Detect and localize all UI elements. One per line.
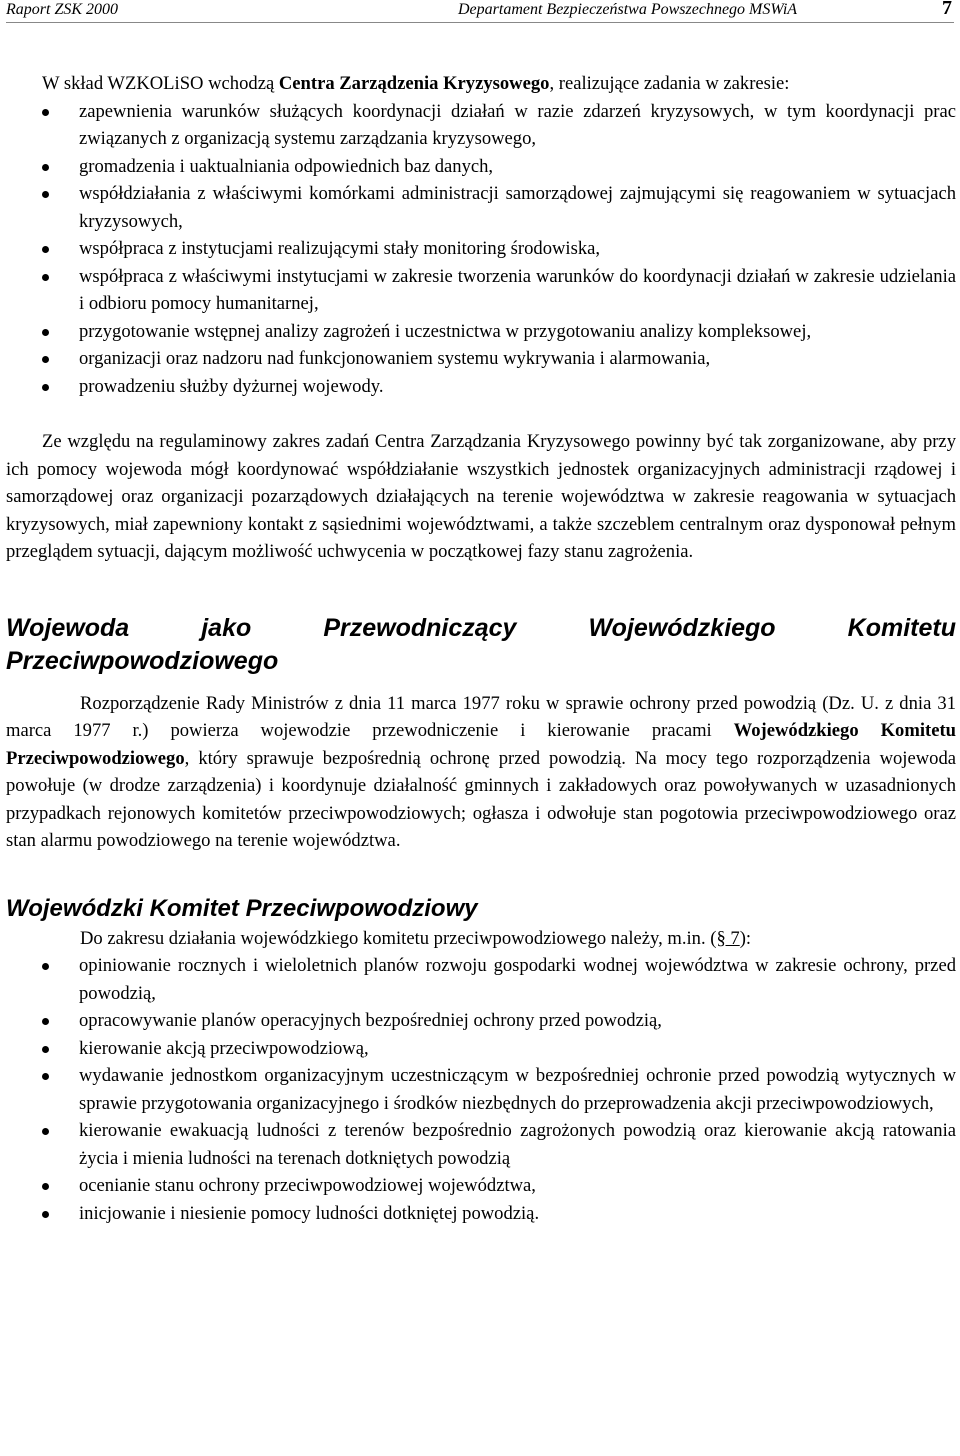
- list-item-text: współdziałania z właściwymi komórkami administracji samorządowej zajmującymi się reagowaniem w sytuacjach kryzysowych,: [79, 183, 956, 232]
- intro-after: , realizujące zadania w zakresie:: [549, 73, 790, 94]
- list-item: [6, 1062, 956, 1117]
- bullet-icon: [42, 1211, 49, 1218]
- heading-word: Wojewoda: [6, 613, 130, 642]
- bullet-icon: [42, 1183, 49, 1190]
- list-item-text: opracowywanie planów operacyjnych bezpośredniej ochrony przed powodzią,: [79, 1010, 662, 1031]
- tasks-list: [6, 98, 956, 401]
- heading-word: Komitetu: [847, 613, 956, 642]
- bullet-icon: [42, 1046, 49, 1053]
- list-item-text: ocenianie stanu ochrony przeciwpowodziowej województwa,: [79, 1175, 536, 1196]
- list-item: [6, 952, 956, 1007]
- heading-word: jako: [201, 613, 252, 642]
- bullet-icon: [42, 963, 49, 970]
- list-item-text: wydawanie jednostkom organizacyjnym uczestniczącym w bezpośredniej ochronie przed powodzią wytycznych w sprawie przygotowania organizacyjnego i środków niezbędnych do przeprowadzenia akcji przeciwpowodziowych,: [79, 1065, 956, 1114]
- bullet-icon: [42, 191, 49, 198]
- bullet-icon: [42, 329, 49, 336]
- section-heading-committee: Wojewódzki Komitet Przeciwpowodziowy: [6, 894, 478, 922]
- list-item: [6, 1035, 956, 1063]
- intro-bold: Centra Zarządzenia Kryzysowego: [278, 73, 550, 94]
- regulation-after: , który sprawuje bezpośrednią ochronę przed powodzią. Na mocy tego rozporządzenia wojewoda powołuje (w drodze zarządzenia) i koordynuje działalność gminnych i zakładowych oraz powoływanych w uzasadnionych przypadkach rejonowych komitetów przeciwpowodziowych; ogłasza i odwołuje stan pogotowia przeciwpowodziowego oraz stan alarmu powodziowego na terenie województwa.: [6, 747, 956, 851]
- heading-word: Przewodniczący: [323, 613, 517, 642]
- list-item-text: kierowanie akcją przeciwpowodziową,: [79, 1037, 369, 1059]
- report-title: Raport ZSK 2000: [6, 1, 119, 18]
- section-heading-voivode: [6, 612, 956, 678]
- crisis-centers-paragraph: Ze względu na regulaminowy zakres zadań Centra Zarządzania Kryzysowego powinny być tak zorganizowane, aby przy ich pomocy wojewoda mógł koordynować współdziałanie wszystkich jednostek organizacyjnych administracji rządowej i samorządowej oraz organizacji pozarządowych działających na terenie województwa w zakresie reagowania w sytuacjach kryzysowych, miał zapewniony kontakt z sąsiednimi województwami, a także szczeblem centralnym oraz dysponował pełnym przeglądem sytuacji, dającym możliwość uchwycenia w początkowej fazy stanu zagrożenia.: [6, 431, 956, 562]
- list-item-text: inicjowanie i niesienie pomocy ludności dotkniętej powodzią.: [79, 1202, 540, 1224]
- list-item: [6, 318, 956, 346]
- list-item-text: zapewnienia warunków służących koordynacji działań w razie zdarzeń kryzysowych, w tym koordynacji prac związanych z organizacją systemu zarządzania kryzysowego,: [79, 100, 956, 149]
- list-item: [6, 263, 956, 318]
- list-item: [6, 1172, 956, 1200]
- heading-line-2: Przeciwpowodziowego: [6, 646, 279, 675]
- list-item-text: organizacji oraz nadzoru nad funkcjonowaniem systemu wykrywania i alarmowania,: [79, 348, 711, 369]
- list-item: [6, 153, 956, 181]
- intro-paragraph: [6, 70, 956, 98]
- bullet-icon: [42, 1073, 49, 1080]
- committee-tasks-list: [6, 952, 956, 1227]
- regulation-paragraph: [6, 690, 956, 855]
- intro-before: W skład WZKOLiSO wchodzą: [42, 73, 279, 94]
- committee-intro-after: ):: [739, 927, 752, 949]
- list-item-text: kierowanie ewakuacją ludności z terenów bezpośrednio zagrożonych powodzią oraz kierowanie akcją ratowania życia i mienia ludności na terenach dotkniętych powodzią: [79, 1120, 956, 1169]
- list-item: [6, 98, 956, 153]
- page-number: 7: [942, 0, 952, 19]
- bullet-icon: [42, 246, 49, 253]
- heading-word: Wojewódzkiego: [588, 613, 776, 642]
- list-item: [6, 1117, 956, 1172]
- list-item: [6, 345, 956, 373]
- committee-intro: [6, 925, 956, 953]
- bullet-icon: [42, 1128, 49, 1135]
- regulation-bold: Wojewódzkiego Komitetu Przeciwpowodziowego: [6, 720, 956, 769]
- bullet-icon: [42, 384, 49, 391]
- list-item-text: współpraca z instytucjami realizującymi stały monitoring środowiska,: [79, 238, 601, 259]
- bullet-icon: [42, 164, 49, 171]
- page-header: [6, 0, 954, 23]
- bullet-icon: [42, 274, 49, 281]
- list-item-text: prowadzeniu służby dyżurnej wojewody.: [79, 375, 384, 397]
- bullet-icon: [42, 356, 49, 363]
- list-item-text: opiniowanie rocznych i wieloletnich planów rozwoju gospodarki wodnej województwa w zakresie ochrony, przed powodzią,: [79, 955, 956, 1004]
- list-item: [6, 1007, 956, 1035]
- list-item: [6, 180, 956, 235]
- paragraph-reference: § 7: [716, 927, 740, 949]
- bullet-icon: [42, 109, 49, 116]
- department-name: Departament Bezpieczeństwa Powszechnego MSWiA: [458, 1, 798, 18]
- committee-intro-before: Do zakresu działania wojewódzkiego komitetu przeciwpowodziowego należy, m.in. (: [80, 927, 717, 949]
- bullet-icon: [42, 1018, 49, 1025]
- document-body: [6, 70, 956, 1227]
- list-item: [6, 235, 956, 263]
- list-item-text: współpraca z właściwymi instytucjami w zakresie tworzenia warunków do koordynacji działań w zakresie udzielania i odbioru pomocy humanitarnej,: [79, 265, 956, 314]
- regulation-before: Rozporządzenie Rady Ministrów z dnia 11 marca 1977 roku w sprawie ochrony przed powodzią (Dz. U. z dnia 31 marca 1977 r.) powierza wojewodzie przewodniczenie i kierowanie pracami: [6, 692, 956, 741]
- list-item-text: gromadzenia i uaktualniania odpowiednich baz danych,: [79, 155, 494, 177]
- list-item: [6, 373, 956, 401]
- list-item: [6, 1200, 956, 1228]
- list-item-text: przygotowanie wstępnej analizy zagrożeń i uczestnictwa w przygotowaniu analizy kompleksowej,: [79, 320, 812, 342]
